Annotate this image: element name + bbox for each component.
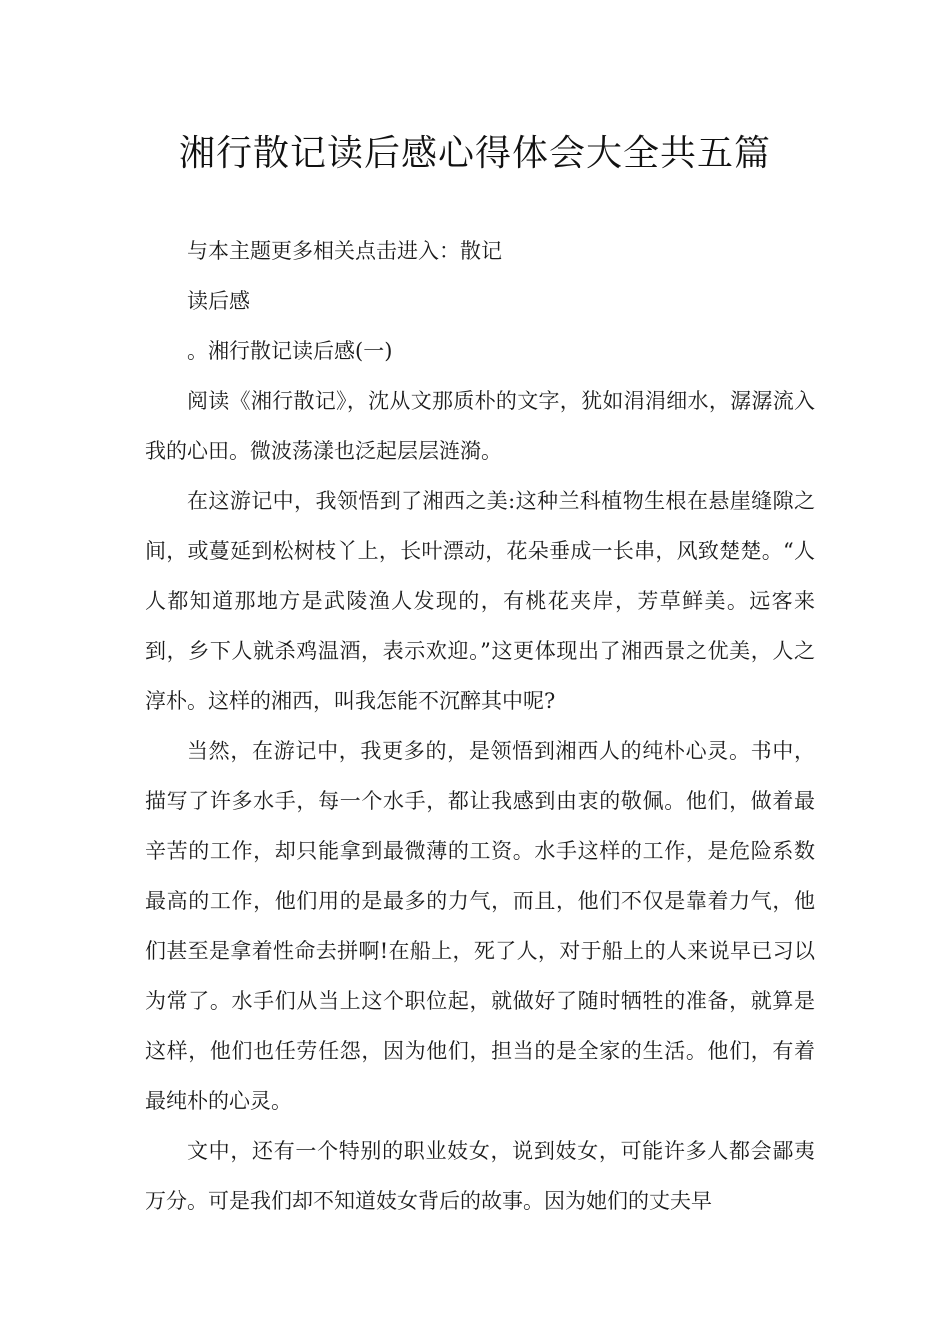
paragraph-body: 阅读《湘行散记》，沈从文那质朴的文字，犹如涓涓细水，潺潺流入我的心田。微波荡漾也泛起层层涟漪。 <box>145 389 815 463</box>
document-title: 湘行散记读后感心得体会大全共五篇 <box>178 133 771 174</box>
paragraph-category: 读后感 <box>187 289 250 313</box>
paragraph-related-link: 与本主题更多相关点击进入：散记 <box>187 239 502 263</box>
paragraph-section-heading: 。湘行散记读后感(一) <box>187 339 393 363</box>
paragraph-body: 在这游记中，我领悟到了湘西之美:这种兰科植物生根在悬崖缝隙之间，或蔓延到松树枝丫上，长叶漂动，花朵垂成一长串，风致楚楚。“人人都知道那地方是武陵渔人发现的，有桃花夹岸，芳草鲜美。远客来到，乡下人就杀鸡温酒，表示欢迎。”这更体现出了湘西景之优美，人之淳朴。这样的湘西，叫我怎能不沉醉其中呢? <box>145 489 815 713</box>
paragraph-body: 当然，在游记中，我更多的，是领悟到湘西人的纯朴心灵。书中，描写了许多水手，每一个水手，都让我感到由衷的敬佩。他们，做着最辛苦的工作，却只能拿到最微薄的工资。水手这样的工作，是危险系数最高的工作，他们用的是最多的力气，而且，他们不仅是靠着力气，他们甚至是拿着性命去拼啊!在船上，死了人，对于船上的人来说早已习以为常了。水手们从当上这个职位起，就做好了随时牺牲的准备，就算是这样，他们也任劳任怨，因为他们，担当的是全家的生活。他们，有着最纯朴的心灵。 <box>145 739 815 1113</box>
document-body <box>145 226 815 1226</box>
paragraph-body: 文中，还有一个特别的职业妓女，说到妓女，可能许多人都会鄙夷万分。可是我们却不知道妓女背后的故事。因为她们的丈夫早 <box>145 1139 815 1213</box>
